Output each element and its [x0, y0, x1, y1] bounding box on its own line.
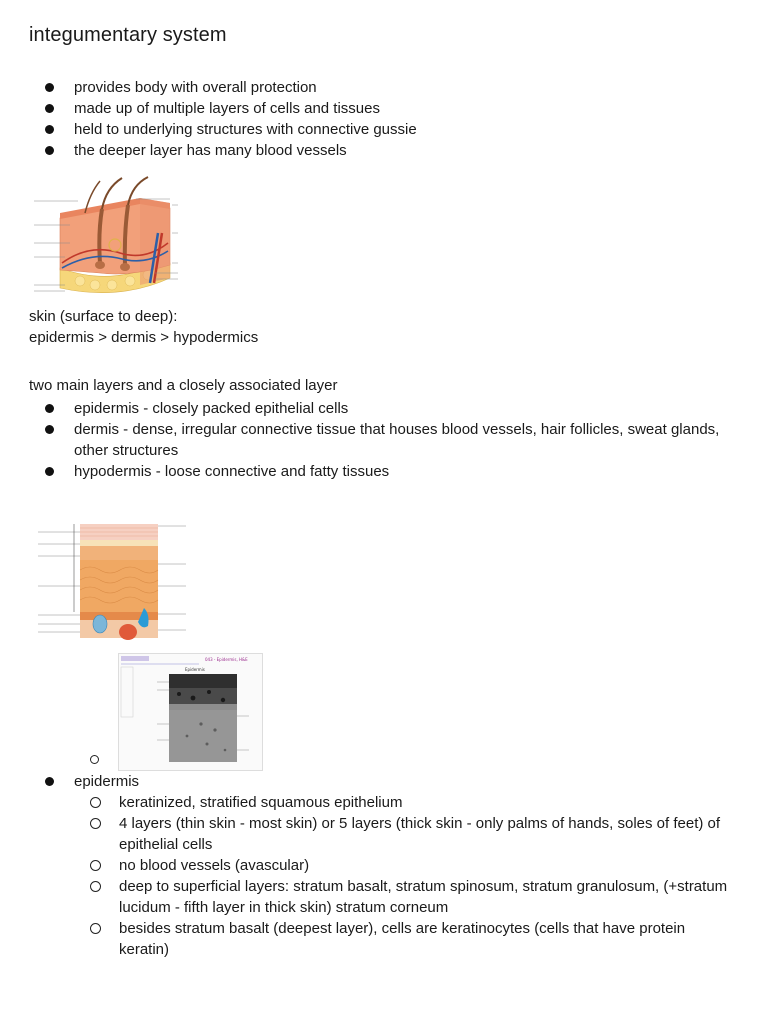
skin-order-paragraph: [29, 306, 729, 348]
sub-list-item: no blood vessels (avascular): [29, 855, 729, 876]
list-item: epidermis - closely packed epithelial cells: [29, 398, 729, 419]
intro-list: [29, 77, 729, 161]
sub-list-item: besides stratum basalt (deepest layer), cells are keratinocytes (cells that have protein keratin): [29, 918, 729, 960]
sub-list-item: 4 layers (thin skin - most skin) or 5 layers (thick skin - only palms of hands, soles of feet) of epithelial cells: [29, 813, 729, 855]
layers-heading: two main layers and a closely associated layer: [29, 377, 338, 394]
epidermis-list: [29, 771, 729, 792]
micrograph-image: [119, 654, 262, 770]
list-item: held to underlying structures with connective gussie: [29, 119, 729, 140]
sub-list-item: deep to superficial layers: stratum basalt, stratum spinosum, stratum granulosum, (+stratum lucidum - fifth layer in thick skin) stratum corneum: [29, 876, 729, 918]
empty-sub-bullet: [90, 755, 99, 764]
epidermis-layers-figure: [36, 520, 204, 640]
micrograph-caption: Epidermis: [185, 667, 205, 672]
epidermis-label: epidermis: [74, 773, 140, 790]
list-item-epidermis: [29, 771, 729, 792]
epidermis-sub-list: [29, 792, 729, 960]
list-item: provides body with overall protection: [29, 77, 729, 98]
list-item: made up of multiple layers of cells and tissues: [29, 98, 729, 119]
sub-list-item: keratinized, stratified squamous epithelium: [29, 792, 729, 813]
layers-list: [29, 398, 729, 482]
skin-order-sequence: epidermis > dermis > hypodermics: [29, 329, 259, 346]
list-item: the deeper layer has many blood vessels: [29, 140, 729, 161]
skin-diagram-figure: [30, 173, 180, 298]
micrograph-title: 043 - Epidermis, H&E: [205, 657, 248, 662]
skin-order-line: skin (surface to deep):: [29, 308, 178, 325]
page-title: integumentary system: [29, 24, 227, 46]
list-item: hypodermis - loose connective and fatty tissues: [29, 461, 729, 482]
list-item: dermis - dense, irregular connective tissue that houses blood vessels, hair follicles, sweat glands, other structures: [29, 419, 729, 461]
micrograph-figure: [118, 653, 263, 771]
